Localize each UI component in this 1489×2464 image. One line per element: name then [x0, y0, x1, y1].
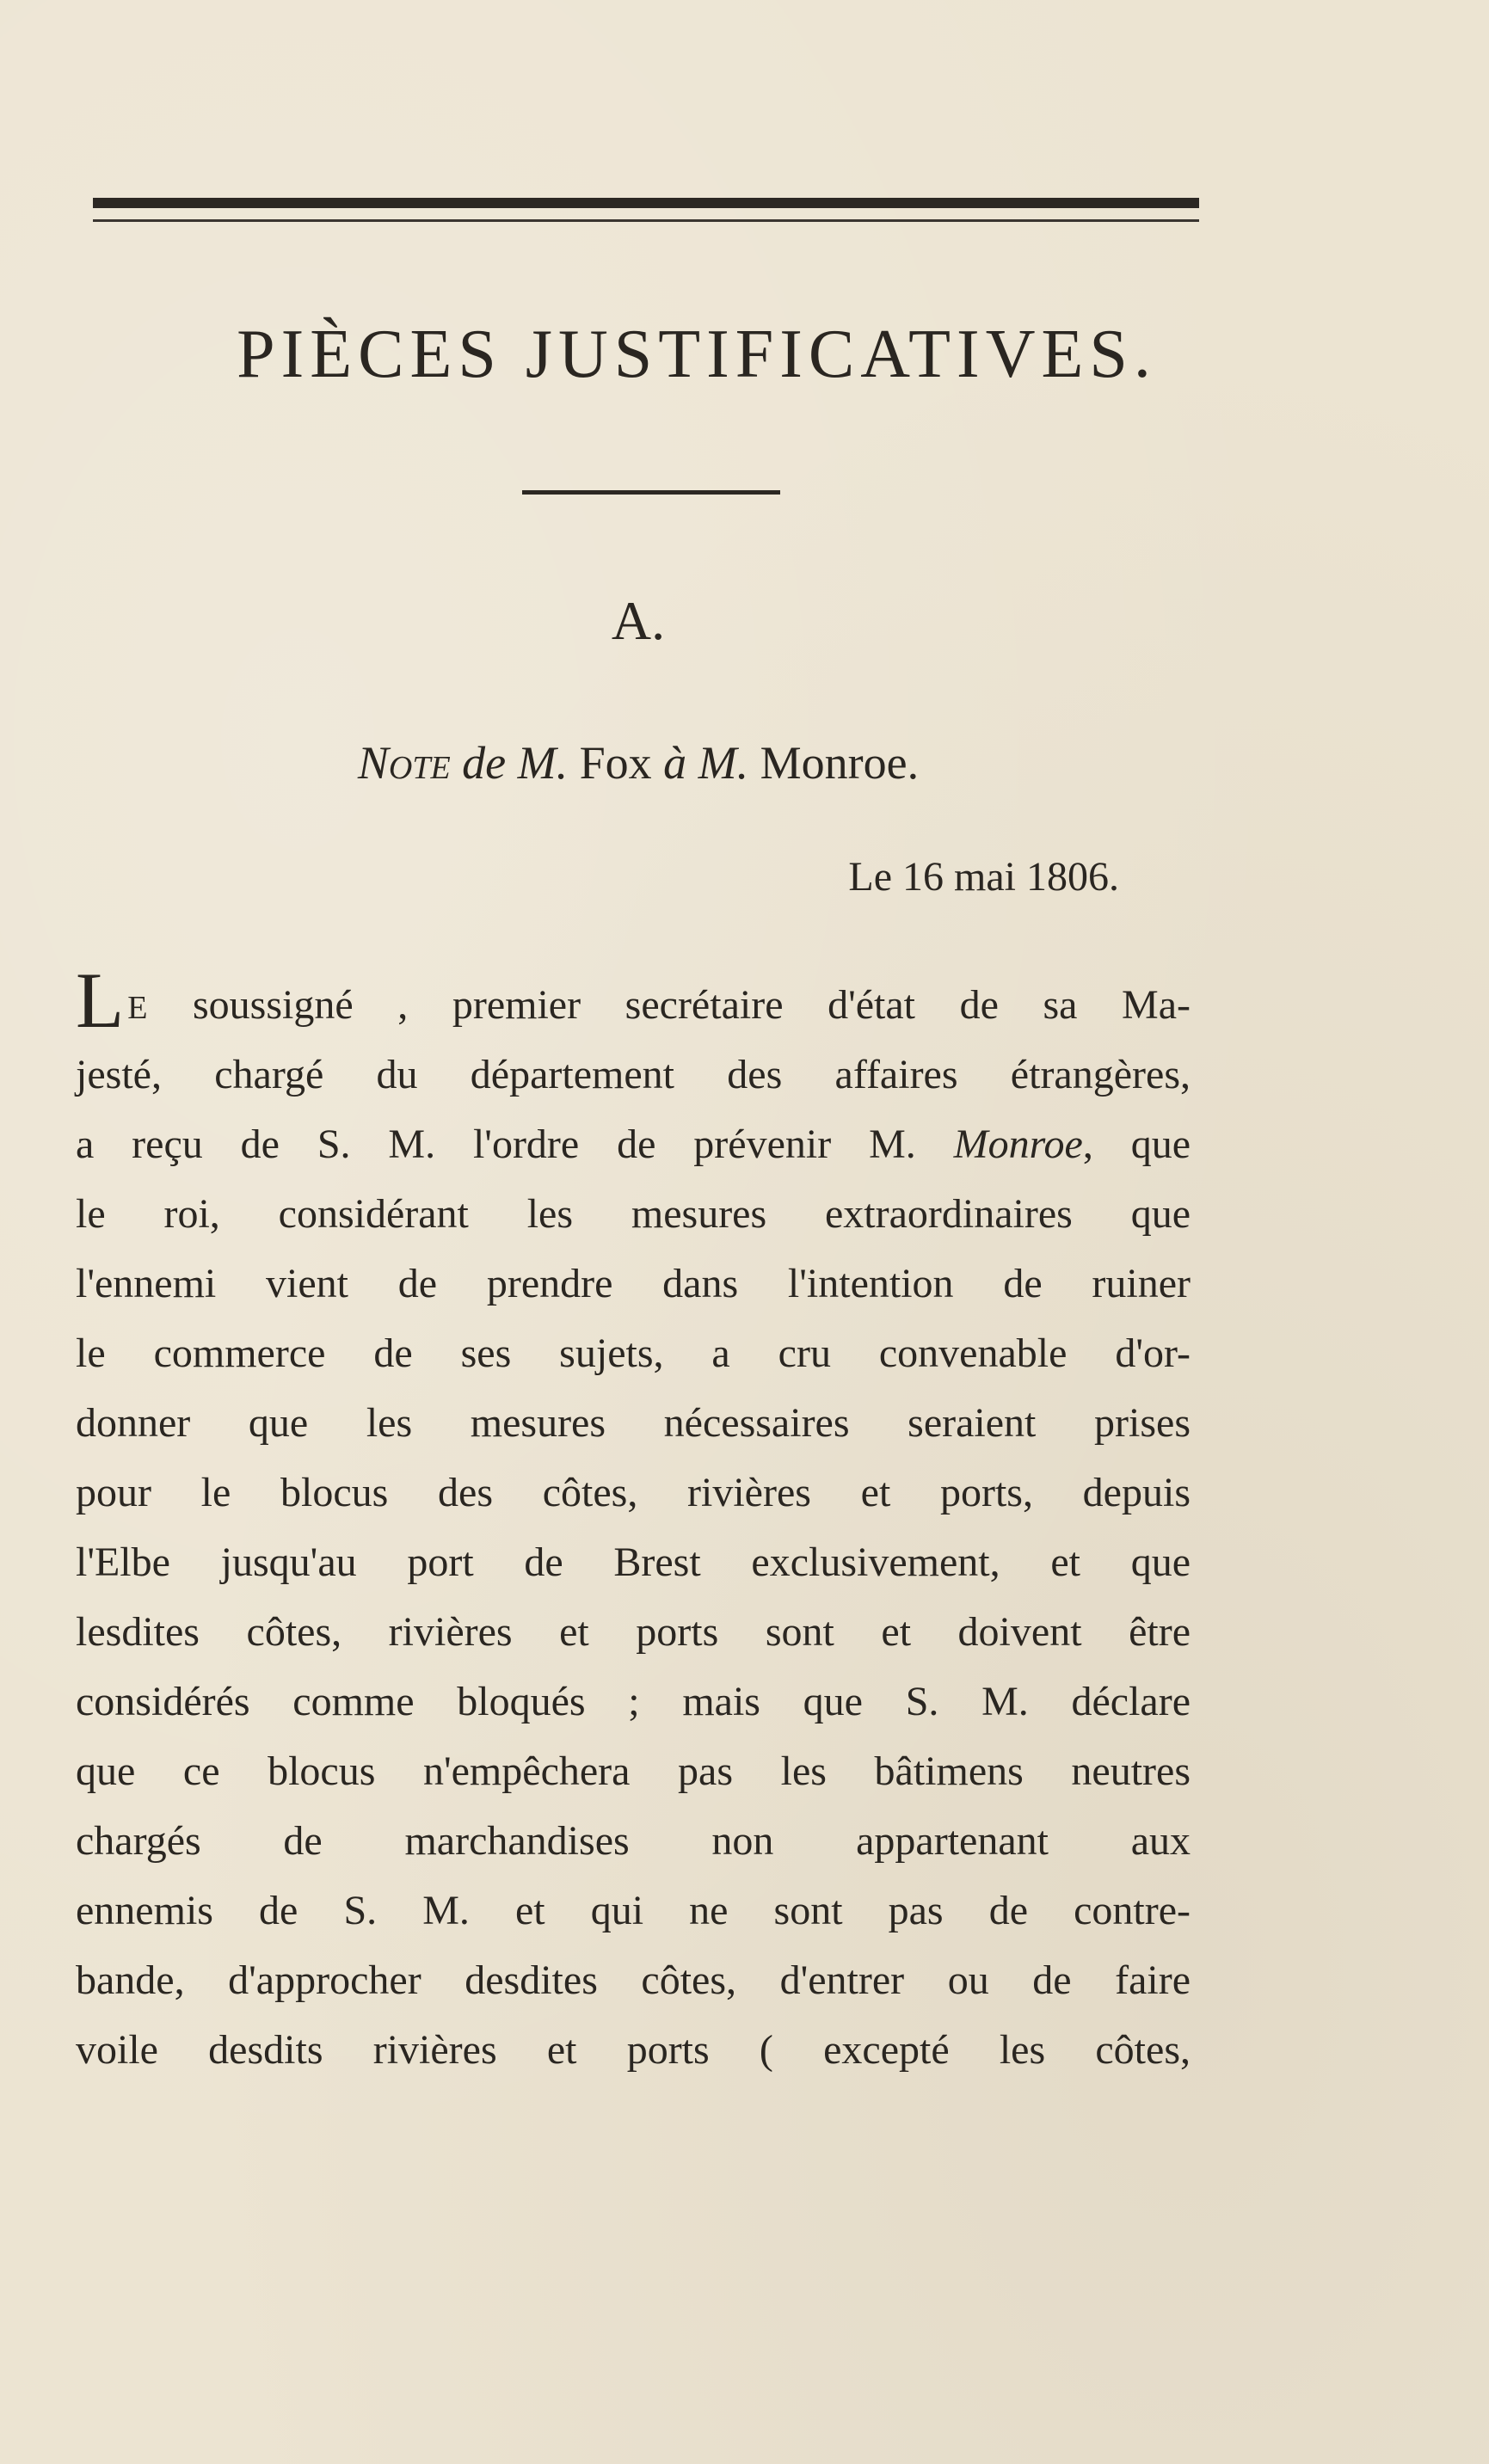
de-word: de — [462, 737, 507, 789]
body-line: que ce blocus n'empêchera pas les bâtimens neutres — [76, 1748, 1191, 1794]
body-line-text: soussigné , premier secrétaire d'état de sa Ma- — [148, 982, 1191, 1028]
title-divider-rule — [522, 490, 780, 495]
small-caps-letter: E — [127, 990, 149, 1026]
body-line: donner que les mesures nécessaires seraient prises — [76, 1400, 1191, 1446]
body-line: lesdites côtes, rivières et ports sont et doivent être — [76, 1609, 1191, 1655]
body-line: pour le blocus des côtes, rivières et ports, depuis — [76, 1470, 1191, 1515]
body-line: voile desdits rivières et ports ( excepté les côtes, — [76, 2027, 1191, 2073]
body-line: considérés comme bloqués ; mais que S. M. déclare — [76, 1679, 1191, 1724]
fox-name: Fox — [579, 737, 652, 789]
body-line: l'Elbe jusqu'au port de Brest exclusivement, et que — [76, 1539, 1191, 1585]
body-line: l'ennemi vient de prendre dans l'intention de ruiner — [76, 1261, 1191, 1306]
body-line — [76, 1109, 1191, 1179]
monsieur-abbrev-2: M. — [698, 737, 749, 789]
body-line: le commerce de ses sujets, a cru convenable d'or- — [76, 1330, 1191, 1376]
body-line-text: a reçu de S. M. l'ordre de prévenir M. — [76, 1121, 954, 1167]
body-line: ennemis de S. M. et qui ne sont pas de contre- — [76, 1888, 1191, 1933]
body-line: jesté, chargé du département des affaires étrangères, — [76, 1052, 1191, 1097]
body-line: le roi, considérant les mesures extraordinaires que — [76, 1191, 1191, 1237]
body-paragraph — [76, 956, 1191, 2085]
monroe-name: Monroe. — [760, 737, 920, 789]
body-line: chargés de marchandises non appartenant aux — [76, 1818, 1191, 1864]
body-line-text: , que — [1082, 1121, 1191, 1167]
body-line — [76, 956, 1191, 1044]
monsieur-abbrev-1: M. — [517, 737, 569, 789]
monroe-italic: Monroe — [953, 1121, 1083, 1167]
drop-cap: L — [76, 956, 125, 1044]
section-letter: A. — [611, 590, 666, 651]
note-heading — [0, 737, 1277, 789]
body-line: bande, d'approcher desdites côtes, d'entrer ou de faire — [76, 1957, 1191, 2003]
header-rule-thick — [93, 198, 1199, 208]
note-word: Note — [357, 737, 451, 789]
header-rule-thin — [93, 219, 1199, 222]
page-title: PIÈCES JUSTIFICATIVES. — [237, 316, 1157, 392]
a-word: à — [663, 737, 687, 789]
note-date: Le 16 mai 1806. — [848, 854, 1119, 900]
